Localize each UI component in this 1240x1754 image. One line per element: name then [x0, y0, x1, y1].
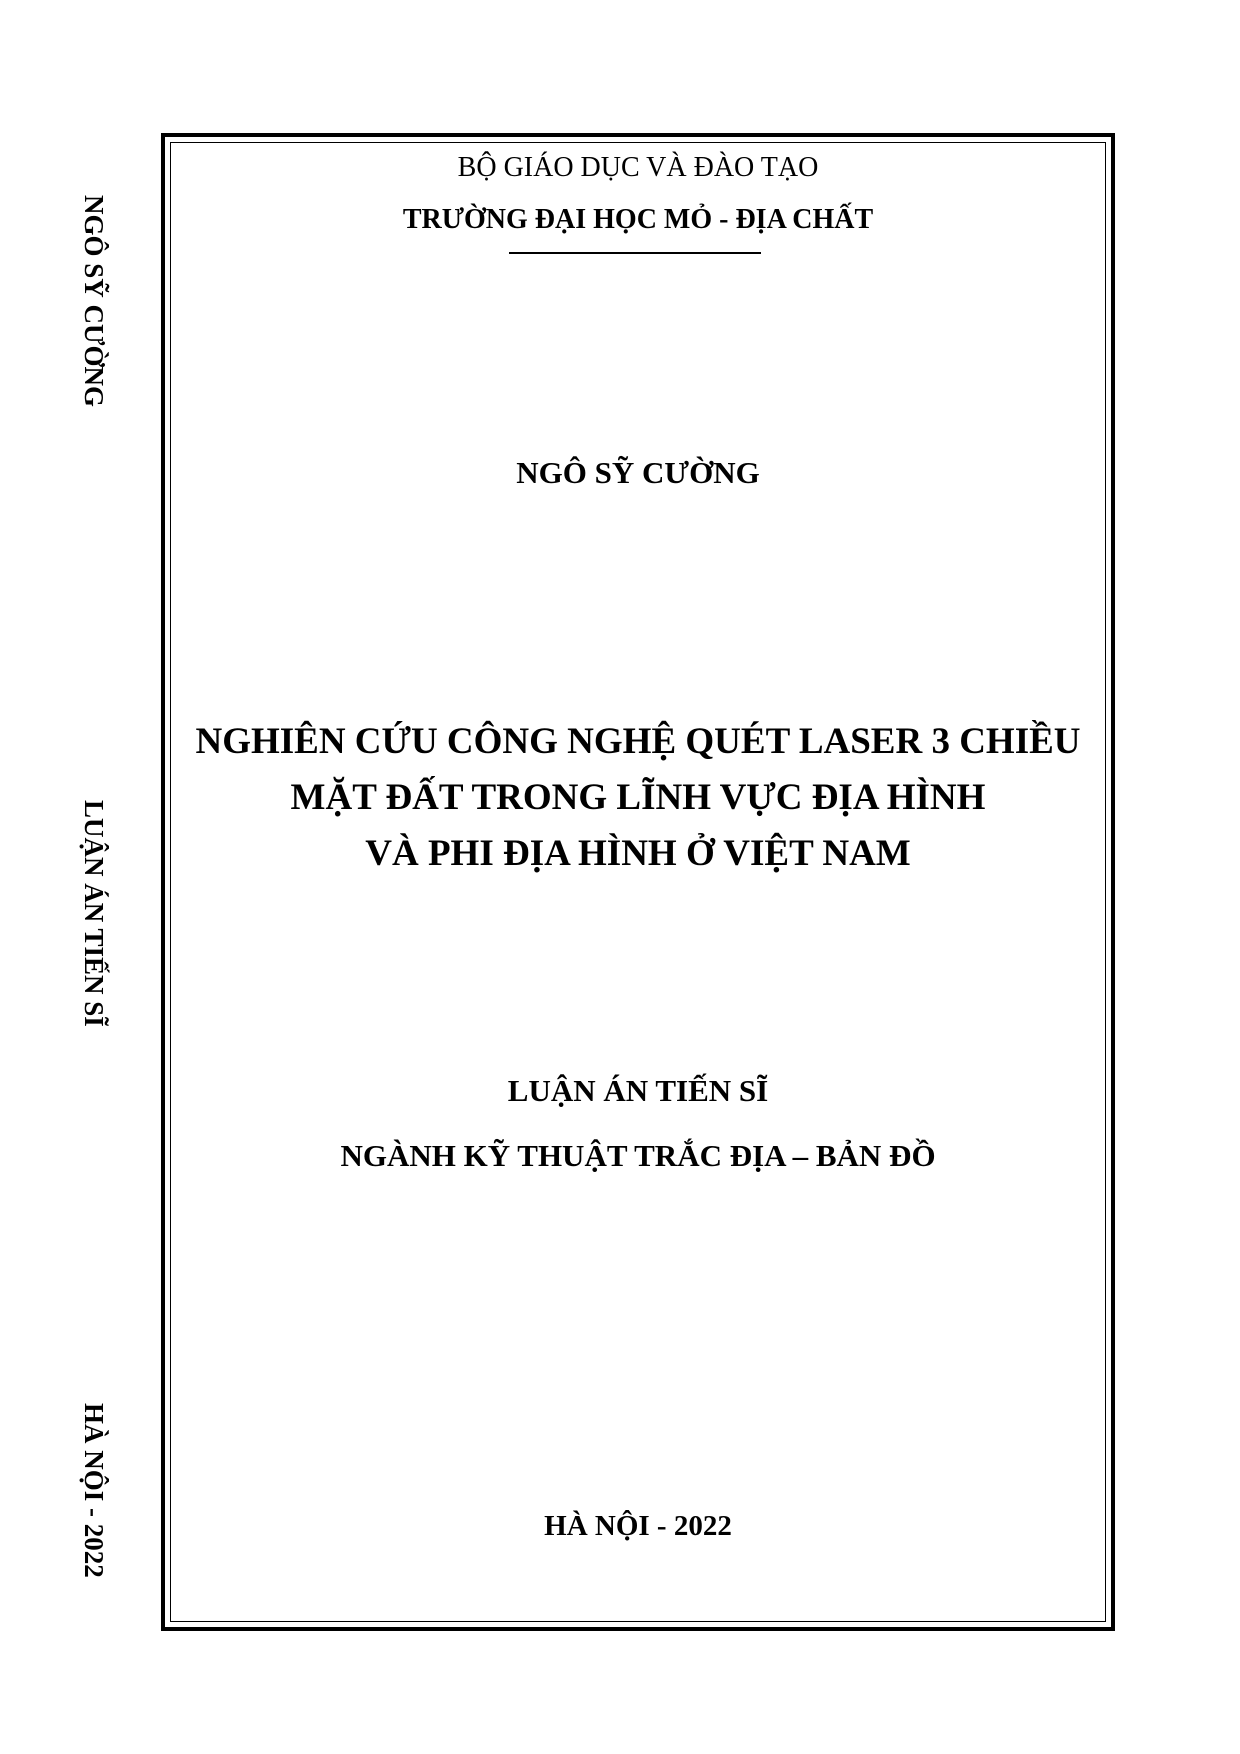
degree-label: LUẬN ÁN TIẾN SĨ: [507, 1073, 769, 1108]
university-heading: TRƯỜNG ĐẠI HỌC MỎ - ĐỊA CHẤT: [402, 204, 874, 235]
thesis-title-line-3: VÀ PHI ĐỊA HÌNH Ở VIỆT NAM: [365, 833, 911, 874]
cover-frame-inner: [170, 142, 1106, 1622]
ministry-heading: BỘ GIÁO DỤC VÀ ĐÀO TẠO: [457, 152, 819, 183]
major-label: NGÀNH KỸ THUẬT TRẮC ĐỊA – BẢN ĐỒ: [340, 1138, 936, 1173]
spine-author: NGÔ SỸ CƯỜNG: [79, 195, 109, 408]
spine-place-year: HÀ NỘI - 2022: [79, 1403, 109, 1578]
spine-degree: LUẬN ÁN TIẾN SĨ: [79, 800, 109, 1027]
heading-underline: [509, 252, 761, 254]
author-name: NGÔ SỸ CƯỜNG: [516, 455, 760, 490]
place-year: HÀ NỘI - 2022: [544, 1510, 732, 1542]
thesis-title-line-1: NGHIÊN CỨU CÔNG NGHỆ QUÉT LASER 3 CHIỀU: [195, 721, 1081, 762]
thesis-title-line-2: MẶT ĐẤT TRONG LĨNH VỰC ĐỊA HÌNH: [290, 777, 986, 818]
